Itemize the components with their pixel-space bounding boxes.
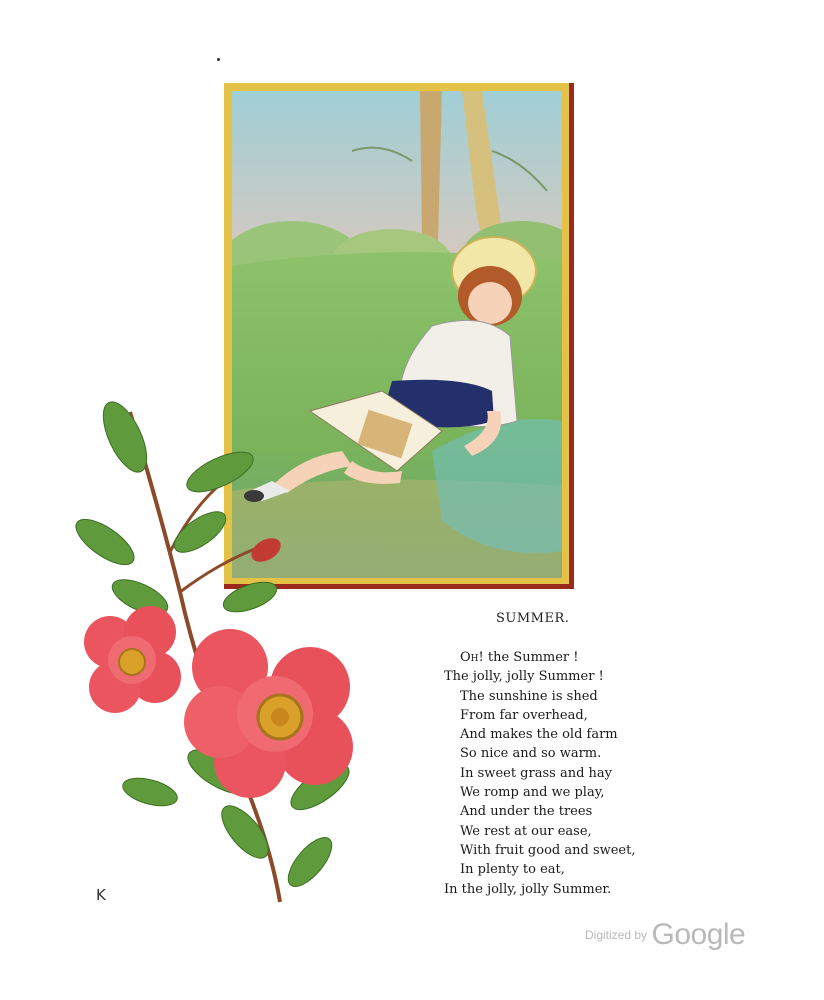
poem-line: With fruit good and sweet,	[460, 842, 636, 858]
poem-line: The jolly, jolly Summer !	[444, 669, 604, 685]
google-logo: Google	[651, 918, 746, 951]
face	[468, 282, 512, 324]
poem-line-lead: Oh	[460, 650, 479, 665]
poem-line: In sweet grass and hay	[460, 765, 612, 781]
poem-line: Oh! the Summer !	[460, 650, 579, 665]
poem-line: And under the trees	[460, 804, 593, 820]
small-rose	[84, 606, 181, 713]
poem-line: In the jolly, jolly Summer.	[444, 881, 612, 897]
digitized-watermark	[585, 918, 745, 952]
watermark-prefix: Digitized by	[585, 928, 648, 942]
poem-line: From far overhead,	[460, 707, 588, 723]
wild-rose-decoration	[70, 392, 370, 912]
poem-line: We rest at our ease,	[460, 823, 592, 839]
poem-line: We romp and we play,	[460, 785, 605, 801]
poem-line: So nice and so warm.	[460, 746, 602, 762]
poem-line: And makes the old farm	[460, 727, 618, 743]
rose-bud	[247, 533, 285, 566]
poem-body	[444, 648, 635, 899]
poem-line: In plenty to eat,	[460, 862, 565, 878]
artist-signature: K	[96, 886, 106, 904]
print-speck	[217, 58, 220, 61]
poem-title: SUMMER.	[496, 611, 570, 626]
poem-line: The sunshine is shed	[460, 688, 598, 704]
